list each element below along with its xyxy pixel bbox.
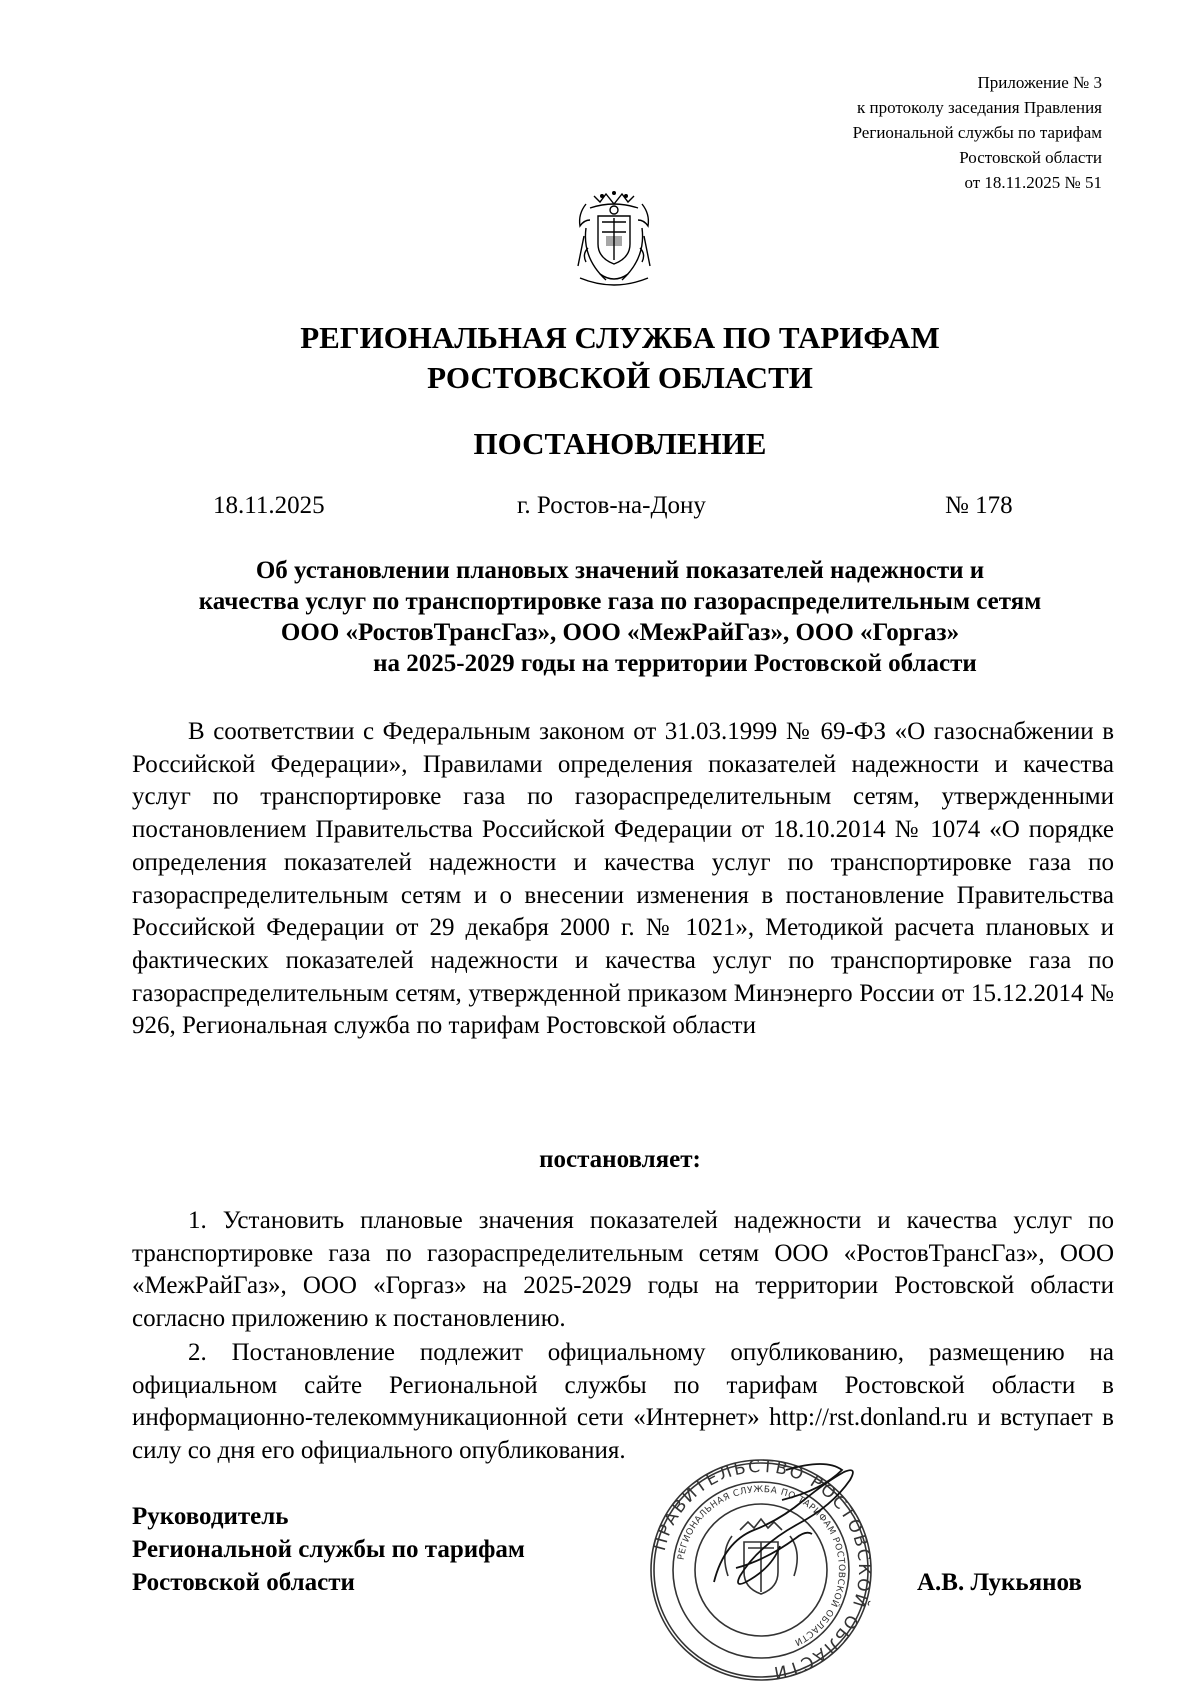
preamble-paragraph: В соответствии с Федеральным законом от 31.03.1999 № 69-ФЗ «О газоснабжении в Российской Федерации», Правилами определения показателей надежности и качества услуг по транспортировке газа по газораспределительным сетям, утвержденными постановлением Правительства Российской Федерации от 18.10.2014 № 1074 «О порядке определения показателей надежности и качества услуг по транспортировке газа по газораспределительным сетям и о внесении изменения в постановление Правительства Российской Федерации от 29 декабря 2000 г. № 1021», Методикой расчета плановых и фактических показателей надежности и качества услуг по транспортировке газа по газораспределительным сетям, утвержденной приказом Минэнерго России от 15.12.2014 № 926, Региональная служба по тарифам Ростовской области: [132, 718, 1114, 1040]
document-date: 18.11.2025: [213, 492, 325, 519]
subject-line: на 2025-2029 годы на территории Ростовской области: [373, 650, 977, 677]
document-city: г. Ростов-на-Дону: [517, 492, 706, 519]
official-seal-icon: [636, 1450, 886, 1690]
subject-line: качества услуг по транспортировке газа по газораспределительным сетям: [198, 588, 1042, 615]
clause-1: 1. Установить плановые значения показателей надежности и качества услуг по транспортировке газа по газораспределительным сетям ООО «РостовТрансГаз», ООО «МежРайГаз», ООО «Горгаз» на 2025-2029 годы на территории Ростовской области согласно приложению к постановлению.: [132, 1207, 1114, 1333]
signer-name: А.В. Лукьянов: [917, 1569, 1082, 1596]
decree-word: постановляет:: [539, 1146, 701, 1173]
document-type: ПОСТАНОВЛЕНИЕ: [473, 426, 767, 461]
seal-inner-text: РЕГИОНАЛЬНАЯ СЛУЖБА ПО ТАРИФАМ РОСТОВСКОЙ ОБЛАСТИ: [676, 1484, 847, 1648]
signer-title-line: Ростовской области: [132, 1569, 355, 1596]
document-subject: [130, 555, 1110, 679]
signer-title: [132, 1500, 525, 1599]
issuing-authority: [0, 318, 1200, 398]
appendix-line: от 18.11.2025 № 51: [964, 173, 1102, 192]
subject-line: ООО «РостовТрансГаз», ООО «МежРайГаз», ООО «Горгаз»: [280, 619, 960, 646]
signer-title-line: Региональной службы по тарифам: [132, 1536, 525, 1563]
authority-line: РЕГИОНАЛЬНАЯ СЛУЖБА ПО ТАРИФАМ: [300, 320, 940, 355]
subject-line: Об установлении плановых значений показателей надежности и: [255, 557, 985, 584]
appendix-line: Приложение № 3: [977, 73, 1102, 92]
clause-2: 2. Постановление подлежит официальному опубликованию, размещению на официальном сайте Региональной службы по тарифам Ростовской области в информационно-телекоммуникационной сети «Интернет» http://rst.donland.ru и вступает в силу со дня его официального опубликования.: [132, 1339, 1114, 1465]
appendix-line: Ростовской области: [959, 148, 1102, 167]
appendix-line: Региональной службы по тарифам: [852, 123, 1102, 142]
appendix-line: к протоколу заседания Правления: [857, 98, 1102, 117]
appendix-note: [853, 70, 1102, 195]
authority-line: РОСТОВСКОЙ ОБЛАСТИ: [427, 360, 813, 395]
coat-of-arms-icon: [572, 188, 656, 290]
document-number: № 178: [945, 492, 1013, 519]
signer-title-line: Руководитель: [132, 1503, 289, 1530]
seal-outer-text: ПРАВИТЕЛЬСТВО РОСТОВСКОЙ ОБЛАСТИ: [649, 1456, 875, 1683]
